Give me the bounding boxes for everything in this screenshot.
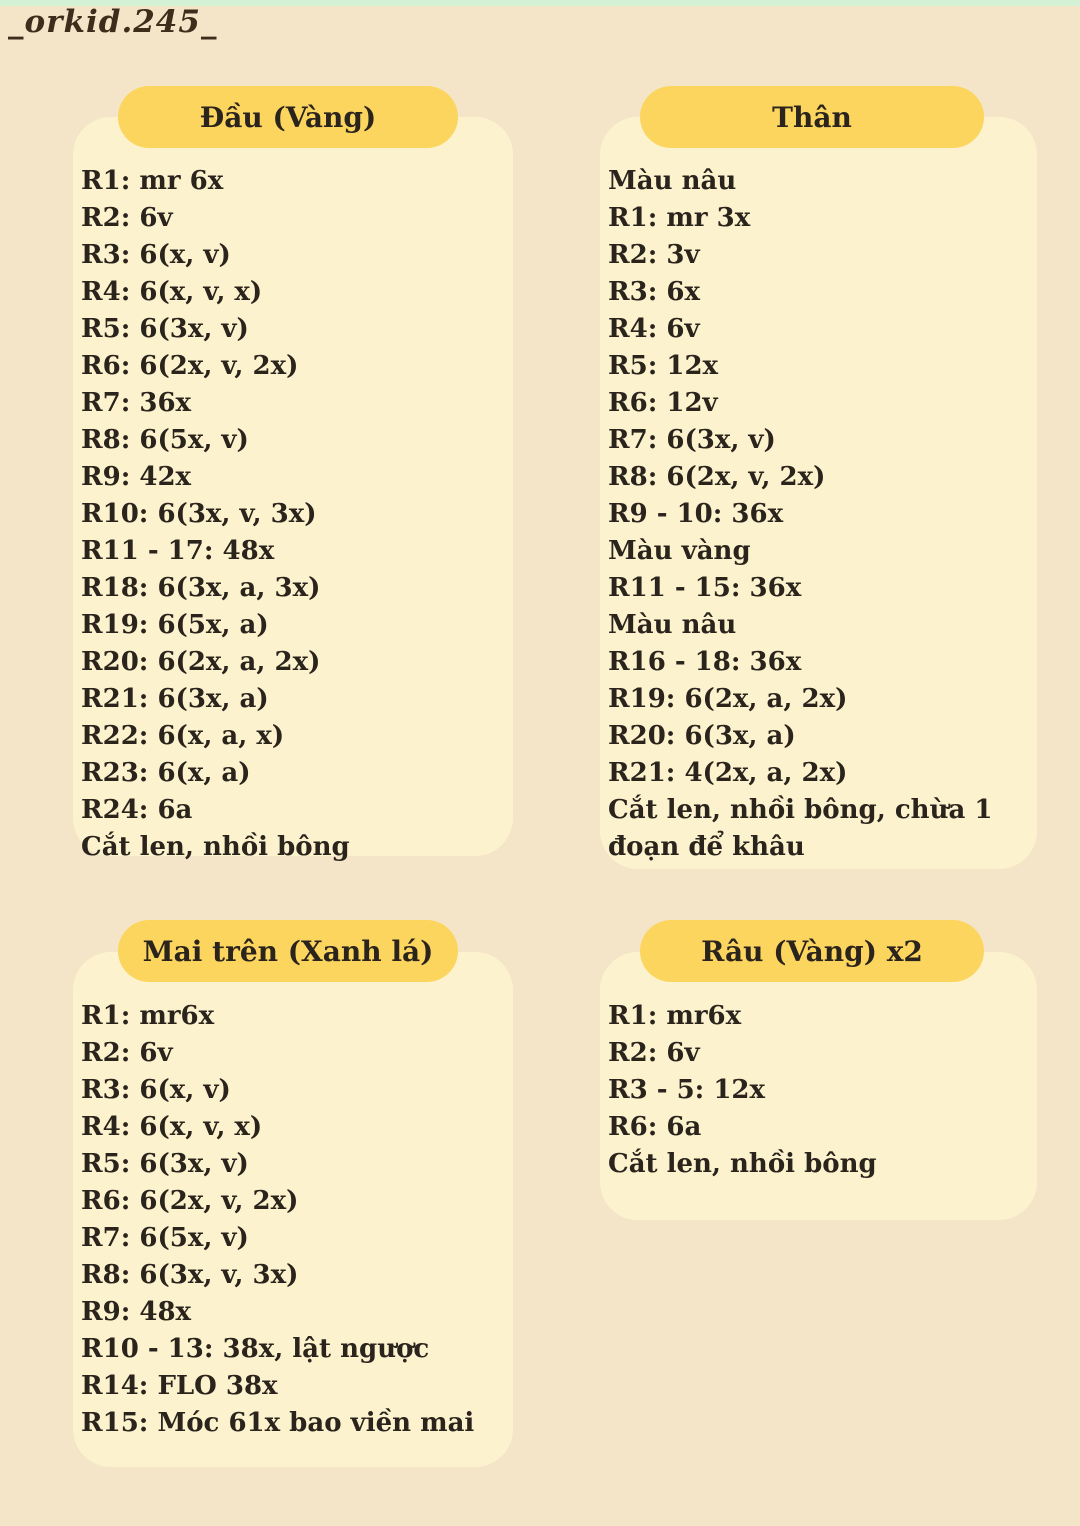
card-dau-vang <box>73 117 513 862</box>
pattern-line: R9 - 10: 36x <box>608 499 784 529</box>
pattern-line: Màu nâu <box>608 610 737 640</box>
pattern-line: R21: 6(3x, a) <box>81 684 269 714</box>
pattern-line: R10 - 13: 38x, lật ngược <box>81 1334 430 1364</box>
pattern-line: R3: 6(x, v) <box>81 240 231 270</box>
pattern-line: R18: 6(3x, a, 3x) <box>81 573 321 603</box>
card-header-rau-vang <box>640 920 984 982</box>
pattern-line: R4: 6(x, v, x) <box>81 1112 263 1142</box>
pattern-line: R9: 48x <box>81 1297 192 1327</box>
pattern-line: R5: 6(3x, v) <box>81 314 249 344</box>
pattern-line: R16 - 18: 36x <box>608 647 802 677</box>
card-than <box>600 117 1037 869</box>
card-header-dau-vang <box>118 86 458 148</box>
pattern-line: R20: 6(2x, a, 2x) <box>81 647 321 677</box>
pattern-line: R5: 12x <box>608 351 719 381</box>
pattern-line: R2: 6v <box>608 1038 700 1068</box>
pattern-line: R19: 6(5x, a) <box>81 610 269 640</box>
card-rau-vang <box>600 952 1037 1220</box>
card-title: Đầu (Vàng) <box>199 100 377 134</box>
pattern-lines <box>73 952 513 1442</box>
pattern-line: R1: mr6x <box>81 1001 215 1031</box>
pattern-line: R4: 6v <box>608 314 700 344</box>
pattern-line: R5: 6(3x, v) <box>81 1149 249 1179</box>
pattern-line: R21: 4(2x, a, 2x) <box>608 758 848 788</box>
pattern-line: R7: 36x <box>81 388 192 418</box>
pattern-line: Cắt len, nhồi bông, chừa 1 đoạn để khâu <box>608 795 1002 862</box>
pattern-line: Màu vàng <box>608 536 751 566</box>
card-mai-tren <box>73 952 513 1467</box>
pattern-line: R6: 6(2x, v, 2x) <box>81 1186 299 1216</box>
pattern-line: R9: 42x <box>81 462 192 492</box>
card-title: Râu (Vàng) x2 <box>701 934 923 968</box>
brand-logo: _orkid.245_ <box>8 4 218 40</box>
pattern-line: R2: 6v <box>81 1038 173 1068</box>
pattern-line: R24: 6a <box>81 795 193 825</box>
pattern-line: R4: 6(x, v, x) <box>81 277 263 307</box>
pattern-line: R8: 6(3x, v, 3x) <box>81 1260 299 1290</box>
pattern-line: R8: 6(5x, v) <box>81 425 249 455</box>
pattern-line: R22: 6(x, a, x) <box>81 721 285 751</box>
pattern-line: R11 - 17: 48x <box>81 536 275 566</box>
pattern-line: R3 - 5: 12x <box>608 1075 766 1105</box>
pattern-line: R2: 3v <box>608 240 700 270</box>
pattern-line: Màu nâu <box>608 166 737 196</box>
pattern-line: R14: FLO 38x <box>81 1371 278 1401</box>
pattern-line: R7: 6(5x, v) <box>81 1223 249 1253</box>
pattern-line: Cắt len, nhồi bông <box>608 1149 877 1179</box>
pattern-line: R23: 6(x, a) <box>81 758 251 788</box>
pattern-lines <box>600 117 1037 866</box>
pattern-line: R11 - 15: 36x <box>608 573 802 603</box>
card-header-mai-tren <box>118 920 458 982</box>
pattern-line: R6: 6a <box>608 1112 702 1142</box>
pattern-line: R1: mr 3x <box>608 203 751 233</box>
pattern-lines <box>600 952 1037 1183</box>
pattern-line: R19: 6(2x, a, 2x) <box>608 684 848 714</box>
card-title: Mai trên (Xanh lá) <box>142 934 434 968</box>
pattern-line: R7: 6(3x, v) <box>608 425 776 455</box>
pattern-line: R3: 6x <box>608 277 700 307</box>
pattern-line: R6: 12v <box>608 388 718 418</box>
pattern-line: R15: Móc 61x bao viền mai <box>81 1408 475 1438</box>
pattern-line: R20: 6(3x, a) <box>608 721 796 751</box>
pattern-lines <box>73 117 513 866</box>
pattern-line: R3: 6(x, v) <box>81 1075 231 1105</box>
pattern-line: R10: 6(3x, v, 3x) <box>81 499 317 529</box>
card-header-than <box>640 86 984 148</box>
pattern-line: R6: 6(2x, v, 2x) <box>81 351 299 381</box>
pattern-line: R1: mr 6x <box>81 166 224 196</box>
pattern-line: Cắt len, nhồi bông <box>81 832 350 862</box>
pattern-line: R2: 6v <box>81 203 173 233</box>
pattern-line: R1: mr6x <box>608 1001 742 1031</box>
card-title: Thân <box>772 100 852 134</box>
pattern-line: R8: 6(2x, v, 2x) <box>608 462 826 492</box>
